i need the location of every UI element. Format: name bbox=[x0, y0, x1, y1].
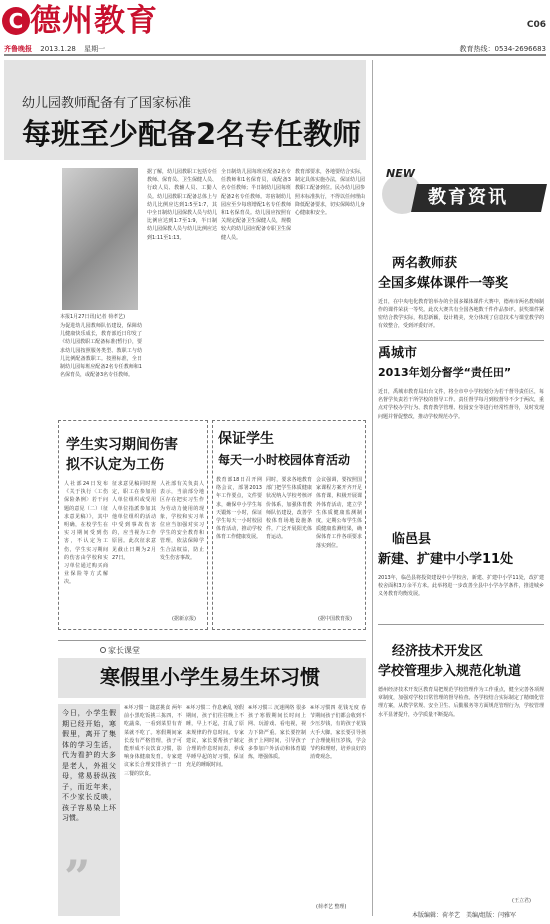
item3-kicker: 临邑县 bbox=[392, 532, 432, 547]
parent-byline: (荷孝艺 整理) bbox=[316, 904, 347, 910]
lead-kicker: 幼儿园教师配备有了国家标准 bbox=[22, 96, 192, 111]
footer-editor: 本版编辑：荷孝艺 bbox=[412, 912, 461, 919]
item4-kicker: 经济技术开发区 bbox=[392, 644, 484, 659]
item2-kicker: 禹城市 bbox=[378, 346, 418, 361]
intern-column-3: 人社部有关负责人表示，当前部分地区存在把实习生作为劳动力使用的现象，学校和实习单位应当加强对实习学生的安全教育和管理，依法保障学生合法权益，防止发生伤害事故。 bbox=[160, 481, 204, 561]
footer-credits bbox=[412, 912, 516, 920]
section-title: 德州教育 bbox=[30, 3, 158, 39]
item3-body: 2013年，临邑县将投资建设中小学校舍，新建、扩建中小学11处，改扩建校舍面积3万余平方米。此举将进一步改善全县中小学办学条件，推进城乡义务教育均衡发展。 bbox=[378, 575, 544, 598]
paper-name: 齐鲁晚报 bbox=[4, 45, 32, 53]
item1-title-line1: 两名教师获 bbox=[392, 256, 458, 271]
parent-top-rule bbox=[58, 640, 366, 641]
new-badge-word: NEW bbox=[386, 167, 415, 180]
page-number: C06 bbox=[526, 20, 546, 30]
parent-headline: 寒假里小学生易生坏习惯 bbox=[100, 665, 320, 689]
parent-column-2: ※坏习惯二 作息紊乱 寒假期间，孩子们往往晚上不睡，早上不起，打乱了原来规律的作息时间。专家建议，家长要帮孩子制定合理的作息时间表，养成早睡早起的好习惯，保证充足的睡眠时间。 bbox=[186, 705, 244, 769]
dateline-bar bbox=[4, 44, 546, 56]
lead-photo-caption: 本报1月27日讯(记者 荷孝艺) bbox=[60, 314, 126, 320]
parent-column-4: ※坏习惯四 花钱无度 春节期间孩子们都会收到不少压岁钱，有的孩子花钱大手大脚。家长要引导孩子合理使用压岁钱，学会节约和理财，培养良好的消费观念。 bbox=[310, 705, 366, 761]
intern-title-line1: 学生实习期间伤害 bbox=[66, 437, 178, 453]
lead-headline: 每班至少配备2名专任教师 bbox=[22, 117, 362, 151]
lead-column-4: 教育部要求，各地要结合实际，制定具体实施办法，保证幼儿园教职工配备到位。民办幼儿园参照本标准执行，不得以任何理由降低配备要求，切实保障幼儿身心健康和安全。 bbox=[295, 169, 365, 217]
parent-column-1: ※坏习惯一 随意挑食 两年前小黑吃饭挑三拣四，不吃蔬菜，一看到菜里有青菜就不吃了。寒假期间家长没有严格管理，孩子可能形成不良饮食习惯，影响身体健康发育。专家建议家长合理安排孩子一日三餐的饮食。 bbox=[124, 705, 182, 777]
hotline: 教育热线：0534-2696683 bbox=[459, 45, 546, 53]
parent-column-3: ※坏习惯三 沉迷网络 很多孩子寒假期间长时间上网、玩游戏、看电视，视力下降严重。家长要控制孩子上网时间，引导孩子多参加户外活动和体育锻炼，增强体质。 bbox=[248, 705, 306, 761]
sidebar-banner bbox=[376, 164, 546, 216]
intern-column-2: 征求意见稿同时规定，职工在参加用人单位组织或受用人单位指派参加其他单位组织的活动中受到事故伤害的，应当视为工作原因。此次征求意见截止日期为2月27日。 bbox=[112, 481, 156, 561]
parent-quote: 今日，小学生假期已经开始，寒假里，离开了集体的学习生活，代为看护的大多是老人，外祖父母，常易骄纵孩子，而近年来，不少家长反映，孩子容易染上坏习惯。 bbox=[62, 709, 116, 822]
item3-title: 新建、扩建中小学11处 bbox=[378, 552, 514, 567]
campus-title-line2: 每天一小时校园体育活动 bbox=[218, 453, 351, 467]
issue-date: 2013.1.28 bbox=[40, 45, 76, 53]
item3-rule bbox=[378, 624, 544, 625]
campus-column-1: 教育部18日召开网络会议，部署2013年工作要点，文件要求，确保中小学生每天锻炼一小时，保证学生每天一小时校园体育活动，推动学校体育工作健康发展。 bbox=[216, 477, 262, 541]
item2-title: 2013年划分督学“责任田” bbox=[378, 366, 512, 379]
campus-title-line1: 保证学生 bbox=[218, 431, 274, 447]
section-logo bbox=[2, 3, 190, 39]
quote-mark-icon: ” bbox=[64, 850, 91, 904]
campus-byline: (据中国教育报) bbox=[318, 616, 352, 622]
intern-byline: (据新京报) bbox=[172, 616, 196, 622]
item2-body: 近日，禹城市教育局出台文件，将全市中小学校划分为若干督导责任区，每名督学负责若干所学校的督导工作。责任督学每月到校督导不少于两次，重点对学校办学行为、教育教学管理、校园安全等进行经常性督导，及时发现问题并督促整改，推动学校规范办学。 bbox=[378, 389, 544, 420]
item1-body: 近日，在中央电化教育馆举办的全国多媒体课件大赛中，德州市两名教师制作的课件荣获一等奖。此次大赛共有全国各地数千件作品参评。获奖课件紧密结合教学实际，构思新颖，设计精美，充分体现了信息技术与课堂教学的有效整合，受到评委好评。 bbox=[378, 299, 544, 329]
footer-design: 美编/组版：闫雅军 bbox=[465, 912, 516, 919]
intern-column-1: 人社部24日发布《关于执行〈工伤保险条例〉若干问题的意见（二）（征求意见稿）》，其中明确，在校学生在实习期间受到伤害，不认定为工伤，学生实习期间的伤害由学校和实习单位通过购买商业保险等方式解决。 bbox=[64, 481, 108, 586]
banner-title: 教育资讯 bbox=[428, 187, 508, 208]
lead-photo bbox=[62, 168, 138, 310]
sidebar-divider bbox=[372, 60, 373, 916]
item4-byline: (王立君) bbox=[512, 898, 531, 904]
lead-column-1: 为促进幼儿园教师队伍建设，保障幼儿健康快乐成长，教育部近日印发了《幼儿园教职工配备标准(暂行)》，要求幼儿园按照服务类型、教职工与幼儿比例配备教职工。按照标准，全日制幼儿园每班应配备2名专任教师和1名保育员，或配备3名专任教师。 bbox=[60, 323, 142, 379]
parent-column-label-text: 家长课堂 bbox=[108, 646, 140, 655]
lead-column-3: 全日制幼儿园每班应配备2名专任教师和1名保育员，或配备3名专任教师；半日制幼儿园每班配备2名专任教师。寄宿制幼儿园应至少每班增配1名专任教师和1名保育员。幼儿园应按照有关规定配备卫生保健人员，规模较大的幼儿园应配备专职卫生保健人员。 bbox=[221, 169, 291, 241]
item1-title-line2: 全国多媒体课件一等奖 bbox=[378, 276, 509, 291]
circle-icon bbox=[100, 647, 106, 653]
campus-column-2: 同时，要求各地教育部门把学生体质健康状况纳入学校考核评价体系，加强体育教师队伍建设，改善学校体育场地设施条件，广泛开展阳光体育运动。 bbox=[266, 477, 312, 541]
intern-title-line2: 拟不认定为工伤 bbox=[66, 457, 164, 473]
item1-rule bbox=[378, 340, 544, 341]
logo-mark: C bbox=[2, 7, 30, 35]
lead-column-2: 据了解，幼儿园教职工包括专任教师、保育员、卫生保健人员、行政人员、教辅人员、工勤人员。幼儿园教职工配备总体上与幼儿比例应达到1:5至1:7，其中全日制幼儿园保教人员与幼儿比例应达到1:7至1:9，半日制幼儿园保教人员与幼儿比例应达到1:11至1:13。 bbox=[147, 169, 217, 241]
item4-body: 德州经济技术开发区教育局把规范学校管理作为工作重点，健全完善各项规章制度，加强对学校日常管理的督导检查。各学校结合实际制定了精细化管理方案，从教学常规、安全卫生、后勤服务等方面规范管理行为，学校管理水平显著提升，办学质量不断提高。 bbox=[378, 687, 544, 718]
issue-weekday: 星期一 bbox=[84, 45, 106, 53]
parent-column-label bbox=[100, 646, 140, 656]
campus-column-3: 会议强调，要按照国家课程方案开齐开足体育课，积极开展课外体育活动，建立学生体质健康监测制度，定期公布学生体质健康监测结果，确保体育工作各项要求落实到位。 bbox=[316, 477, 362, 549]
item4-title: 学校管理步入规范化轨道 bbox=[378, 664, 522, 679]
